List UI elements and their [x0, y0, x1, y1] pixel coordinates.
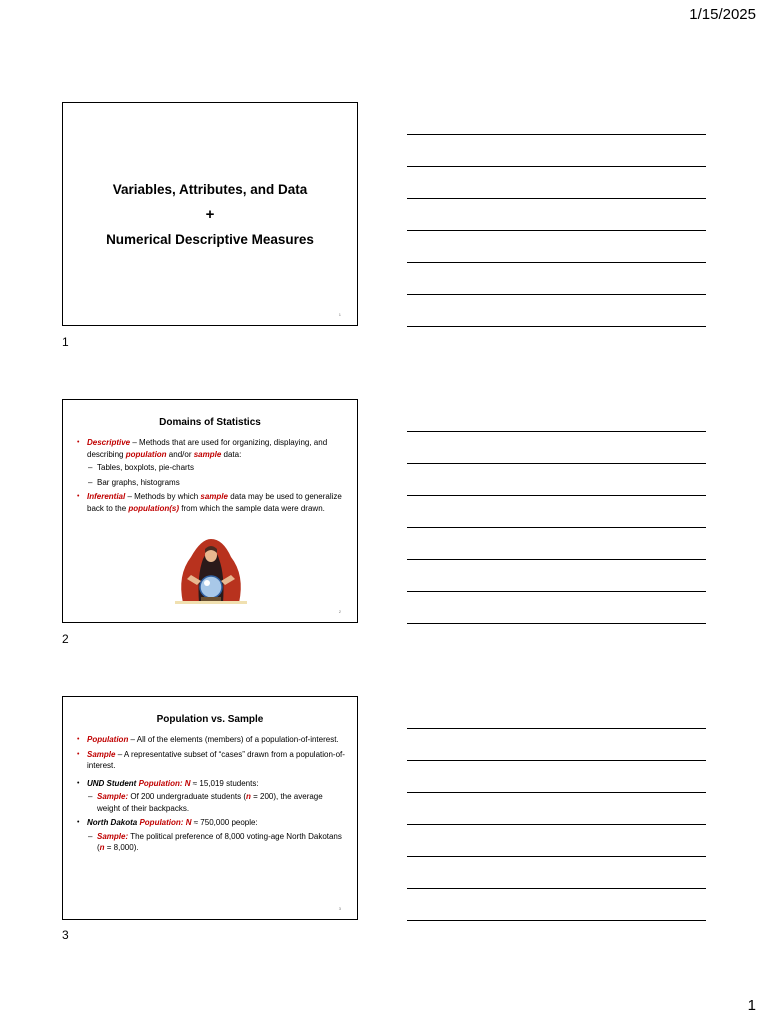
term-population: Population [87, 735, 129, 744]
note-line [407, 527, 706, 528]
sub-bullet-list [87, 791, 347, 814]
fortune-teller-crystal-ball-icon [171, 535, 251, 605]
note-line [407, 230, 706, 231]
bullet-text: – All of the elements (members) of a population-of-interest. [128, 735, 339, 744]
sub-bullet [87, 831, 347, 854]
symbol-n: N [184, 778, 191, 788]
bullet-text: – Methods that are used for organizing, displaying, and describing [87, 438, 328, 459]
page-number: 1 [747, 997, 756, 1014]
term-sample: Sample: [97, 792, 129, 801]
note-line [407, 792, 706, 793]
slide-3 [62, 696, 358, 920]
bullet-text: – A representative subset of “cases” drawn from a population-of-interest. [87, 749, 345, 770]
note-line [407, 559, 706, 560]
term-populations: population(s) [128, 503, 180, 513]
term-population: Population: [139, 818, 184, 827]
notes-lines-2 [407, 431, 706, 655]
bullet-text: The political preference of 8,000 voting-age North Dakotans ( [97, 831, 342, 852]
term-sample: Sample [87, 749, 116, 759]
note-line [407, 888, 706, 889]
note-line [407, 920, 706, 921]
slide-title-plus: + [205, 205, 215, 223]
slide-2 [62, 399, 358, 623]
bullet-text: and/or [166, 449, 194, 459]
note-line [407, 326, 706, 327]
term-north-dakota: North Dakota [87, 818, 140, 827]
note-line [407, 856, 706, 857]
note-line [407, 294, 706, 295]
note-line [407, 495, 706, 496]
sub-bullet-list [87, 462, 347, 488]
bullet-text: Of 200 undergraduate students ( [128, 792, 246, 801]
note-line [407, 198, 706, 199]
slide-corner-number: 2 [338, 609, 341, 614]
term-population: Population: [138, 778, 183, 788]
slide-title-line1: Variables, Attributes, and Data [112, 181, 308, 197]
bullet-list [63, 437, 357, 514]
page-date: 1/15/2025 [689, 6, 756, 23]
term-sample: sample [193, 449, 222, 459]
slide-number-label: 3 [62, 928, 69, 942]
slide-title-line2: Numerical Descriptive Measures [106, 231, 314, 247]
note-line [407, 728, 706, 729]
note-line [407, 166, 706, 167]
notes-lines-3 [407, 728, 706, 952]
bullet-text: – Methods by which [125, 492, 201, 501]
slide-heading: Domains of Statistics [159, 417, 261, 428]
bullet-text: from which the sample data were drawn. [179, 503, 325, 513]
note-line [407, 463, 706, 464]
note-line [407, 431, 706, 432]
term-sample: Sample: [97, 831, 129, 841]
term-population: population [125, 449, 167, 459]
note-line [407, 134, 706, 135]
bullet-text: ≈ 15,019 students: [190, 778, 259, 788]
slide-number-label: 2 [62, 632, 69, 646]
bullet-text: = 8,000). [104, 843, 139, 852]
bullet-text: ≈ 750,000 people: [191, 818, 258, 827]
note-line [407, 623, 706, 624]
bullet-text: = 200), the average weight of their backpacks. [97, 792, 323, 813]
notes-lines-1 [407, 134, 706, 358]
sub-bullet: – Bar graphs, histograms [87, 477, 347, 489]
sub-bullet: – Tables, boxplots, pie-charts [87, 462, 347, 474]
symbol-n: N [185, 818, 192, 827]
term-und-student: UND Student [87, 778, 139, 788]
bullet-sample [77, 749, 347, 772]
bullet-descriptive [77, 437, 347, 488]
slide-number-label: 1 [62, 335, 69, 349]
sub-bullet [87, 791, 347, 814]
bullet-list [63, 734, 357, 854]
note-line [407, 760, 706, 761]
symbol-n: n [245, 792, 251, 801]
slide-1 [62, 102, 358, 326]
bullet-inferential [77, 491, 347, 514]
sub-bullet-list [87, 831, 347, 854]
slide-corner-number: 3 [338, 906, 341, 911]
bullet-text: data: [221, 449, 242, 459]
term-descriptive: Descriptive [87, 438, 131, 447]
bullet-population [77, 734, 347, 746]
term-sample: sample [200, 492, 228, 501]
bullet-north-dakota [77, 817, 347, 854]
slide-corner-number: 1 [338, 312, 341, 317]
bullet-text: data may be used to generalize back to the [87, 492, 342, 513]
bullet-und-student [77, 778, 347, 815]
symbol-n: n [99, 843, 105, 852]
slide-heading: Population vs. Sample [156, 714, 264, 725]
note-line [407, 824, 706, 825]
note-line [407, 262, 706, 263]
note-line [407, 591, 706, 592]
term-inferential: Inferential [87, 492, 126, 501]
